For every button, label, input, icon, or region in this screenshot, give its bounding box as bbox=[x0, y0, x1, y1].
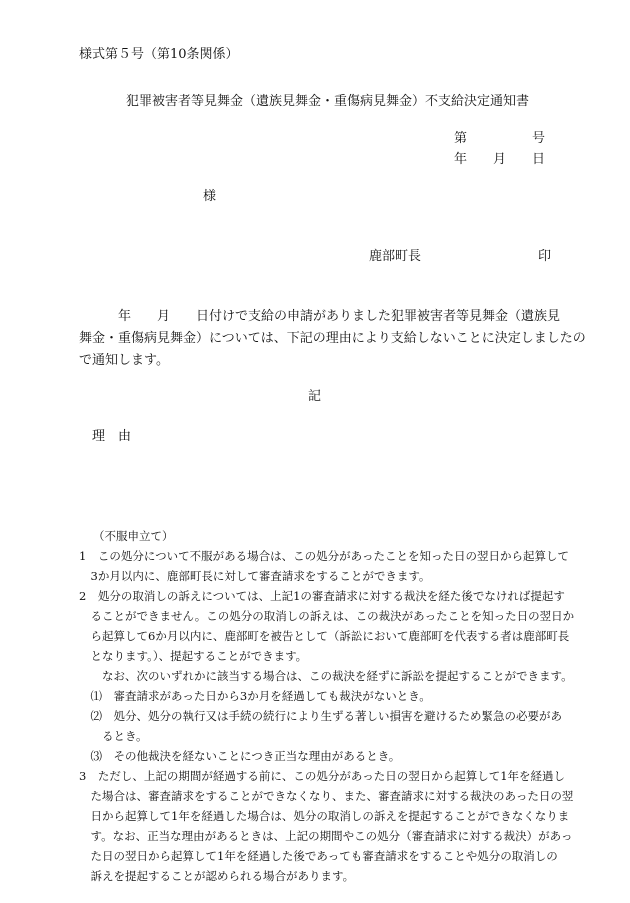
appeal-title: （不服申立て） bbox=[93, 529, 174, 543]
issue-number: 第 号 bbox=[454, 131, 546, 146]
body-line: で通知します。 bbox=[79, 353, 169, 368]
ki-heading: 記 bbox=[308, 389, 322, 404]
appeal-line: す。なお、正当な理由があるときは、上記の期間やこの処分（審査請求に対する裁決）があっ bbox=[79, 829, 573, 843]
appeal-line: た日の翌日から起算して1年を経過した後であっても審査請求をすることや処分の取消しの bbox=[79, 849, 558, 863]
appeal-line: ら起算して6か月以内に、鹿部町を被告として（訴訟において鹿部町を代表する者は鹿部町長 bbox=[79, 629, 570, 643]
body-paragraph bbox=[79, 306, 586, 372]
appeal-line: なお、次のいずれかに該当する場合は、この裁決を経ずに訴訟を提起することができます。 bbox=[79, 669, 573, 683]
form-number: 様式第５号（第10条関係） bbox=[79, 47, 239, 62]
appeal-line: 訴えを提起することが認められる場合があります。 bbox=[79, 869, 355, 883]
addressee-honorific: 様 bbox=[203, 189, 217, 204]
appeal-line: ⑵ 処分、処分の執行又は手続の続行により生ずる著しい損害を避けるため緊急の必要があ bbox=[79, 709, 562, 723]
body-line: 年 月 日付けで支給の申請がありました犯罪被害者等見舞金（遺族見 bbox=[79, 309, 561, 324]
appeal-line: 2 処分の取消しの訴えについては、上記1の審査請求に対する裁決を経た後でなければ提起す bbox=[79, 589, 565, 603]
appeal-line: ることができません。この処分の取消しの訴えは、この裁決があったことを知った日の翌日か bbox=[79, 609, 575, 623]
appeal-line: となります。）、提起することができます。 bbox=[79, 649, 308, 663]
appeal-line: た場合は、審査請求をすることができなくなり、また、審査請求に対する裁決のあった日の翌 bbox=[79, 789, 574, 803]
appeal-line: 3 ただし、上記の期間が経過する前に、この処分があった日の翌日から起算して1年を経過し bbox=[79, 769, 566, 783]
issue-date: 年 月 日 bbox=[454, 152, 546, 167]
appeal-line: ⑶ その他裁決を経ないことにつき正当な理由があるとき。 bbox=[79, 749, 401, 763]
body-line: 舞金・重傷病見舞金）については、下記の理由により支給しないことに決定しましたの bbox=[79, 331, 586, 346]
reason-label: 理 由 bbox=[92, 429, 132, 444]
appeal-line: 3か月以内に、鹿部町長に対して審査請求をすることができます。 bbox=[79, 569, 431, 583]
issuer-name: 鹿部町長 印 bbox=[369, 249, 552, 264]
document-title: 犯罪被害者等見舞金（遺族見舞金・重傷病見舞金）不支給決定通知書 bbox=[126, 94, 530, 109]
appeal-line: るとき。 bbox=[79, 729, 148, 743]
appeal-line: 1 この処分について不服がある場合は、この処分があったことを知った日の翌日から起算して bbox=[79, 549, 569, 563]
appeal-line: 日から起算して1年を経過した場合は、処分の取消しの訴えを提起することができなくなりま bbox=[79, 809, 570, 823]
appeal-line: ⑴ 審査請求があった日から3か月を経過しても裁決がないとき。 bbox=[79, 689, 431, 703]
